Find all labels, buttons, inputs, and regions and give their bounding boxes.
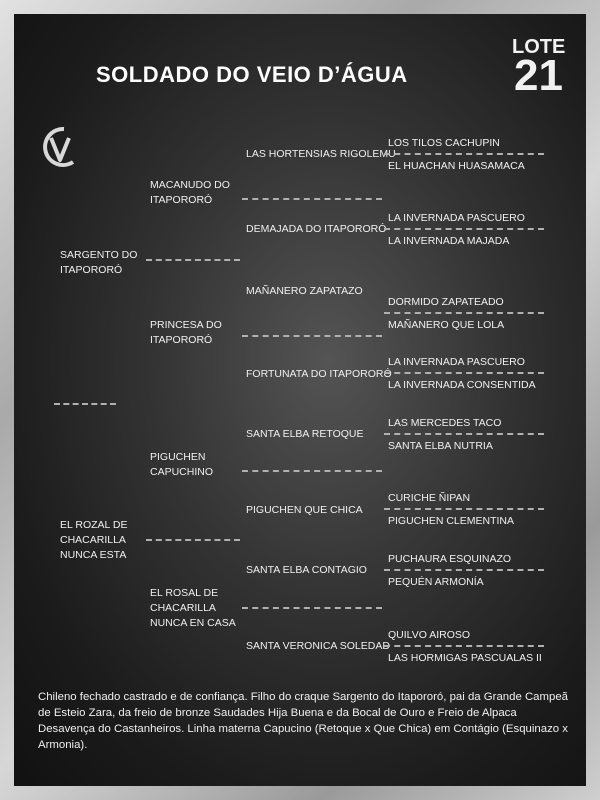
g3-name-3: MAÑANERO ZAPATAZO bbox=[246, 285, 363, 297]
dam-dam-name: EL ROSAL DE CHACARILLA NUNCA EN CASA bbox=[150, 587, 236, 629]
horse-title: SOLDADO DO VEIO D’ÁGUA bbox=[96, 62, 408, 87]
g3-name-8: SANTA VERONICA SOLEDAD bbox=[246, 640, 390, 652]
g4-name-3: LA INVERNADA PASCUERO bbox=[388, 212, 525, 224]
sire-sire-name: MACANUDO DO ITAPORORÓ bbox=[150, 179, 230, 206]
dam-sire-name: PIGUCHEN CAPUCHINO bbox=[150, 451, 214, 478]
pedigree-line bbox=[384, 508, 544, 510]
pedigree-line bbox=[384, 312, 544, 314]
pedigree-line bbox=[54, 403, 116, 405]
dam-name: EL ROZAL DE CHACARILLA NUNCA ESTA bbox=[60, 519, 128, 561]
g4-name-14: PEQUÉN ARMONÍA bbox=[388, 576, 484, 588]
g4-name-6: MAÑANERO QUE LOLA bbox=[388, 319, 505, 331]
sire-dam-name: PRINCESA DO ITAPORORÓ bbox=[150, 319, 222, 346]
pedigree-line bbox=[242, 198, 382, 200]
pedigree-line bbox=[384, 153, 544, 155]
g3-name-2: DEMAJADA DO ITAPORORÓ bbox=[246, 223, 387, 235]
pedigree-line bbox=[384, 569, 544, 571]
g4-name-7: LA INVERNADA PASCUERO bbox=[388, 356, 525, 368]
lote-label: LOTE bbox=[512, 36, 566, 58]
g3-name-1: LAS HORTENSIAS RIGOLEMU bbox=[246, 148, 396, 160]
g3-name-6: PIGUCHEN QUE CHICA bbox=[246, 504, 363, 516]
v-circle-logo-icon bbox=[40, 126, 80, 170]
sire-name: SARGENTO DO ITAPORORÓ bbox=[60, 249, 138, 276]
pedigree-line bbox=[146, 539, 240, 541]
g4-name-11: CURICHE ÑIPAN bbox=[388, 492, 471, 504]
g4-name-4: LA INVERNADA MAJADA bbox=[388, 235, 510, 247]
horse-description: Chileno fechado castrado e de confiança. Filho do craque Sargento do Itapororó, pai da Grande Campeã de Esteio Zara, da freio de bronze Saudades Hija Buena e da Bocal de Ouro e Freio de Alpaca Desavença do Castanheiros. Linha materna Capucino (Retoque x Que Chica) em Contágio (Esquinazo x Armonia). bbox=[38, 691, 569, 751]
g4-name-2: EL HUACHAN HUASAMACA bbox=[388, 160, 525, 172]
g4-name-16: LAS HORMIGAS PASCUALAS II bbox=[388, 652, 542, 664]
g4-name-15: QUILVO AIROSO bbox=[388, 629, 471, 641]
g4-name-8: LA INVERNADA CONSENTIDA bbox=[388, 379, 536, 391]
lote-number: 21 bbox=[514, 51, 563, 100]
g4-name-9: LAS MERCEDES TACO bbox=[388, 417, 502, 429]
pedigree-line bbox=[384, 433, 544, 435]
g4-name-13: PUCHAURA ESQUINAZO bbox=[388, 553, 512, 565]
pedigree-line bbox=[384, 372, 544, 374]
pedigree-line bbox=[146, 259, 240, 261]
pedigree-line bbox=[242, 607, 382, 609]
g4-name-12: PIGUCHEN CLEMENTINA bbox=[388, 515, 515, 527]
g4-name-1: LOS TILOS CACHUPIN bbox=[388, 137, 500, 149]
g3-name-5: SANTA ELBA RETOQUE bbox=[246, 428, 364, 440]
pedigree-line bbox=[384, 645, 544, 647]
pedigree-line bbox=[242, 335, 382, 337]
g3-name-4: FORTUNATA DO ITAPORORÓ bbox=[246, 368, 392, 380]
g4-name-5: DORMIDO ZAPATEADO bbox=[388, 296, 504, 308]
pedigree-line bbox=[242, 470, 382, 472]
pedigree-line bbox=[384, 228, 544, 230]
pedigree-card bbox=[14, 14, 586, 786]
g3-name-7: SANTA ELBA CONTAGIO bbox=[246, 564, 367, 576]
g4-name-10: SANTA ELBA NUTRIA bbox=[388, 440, 493, 452]
